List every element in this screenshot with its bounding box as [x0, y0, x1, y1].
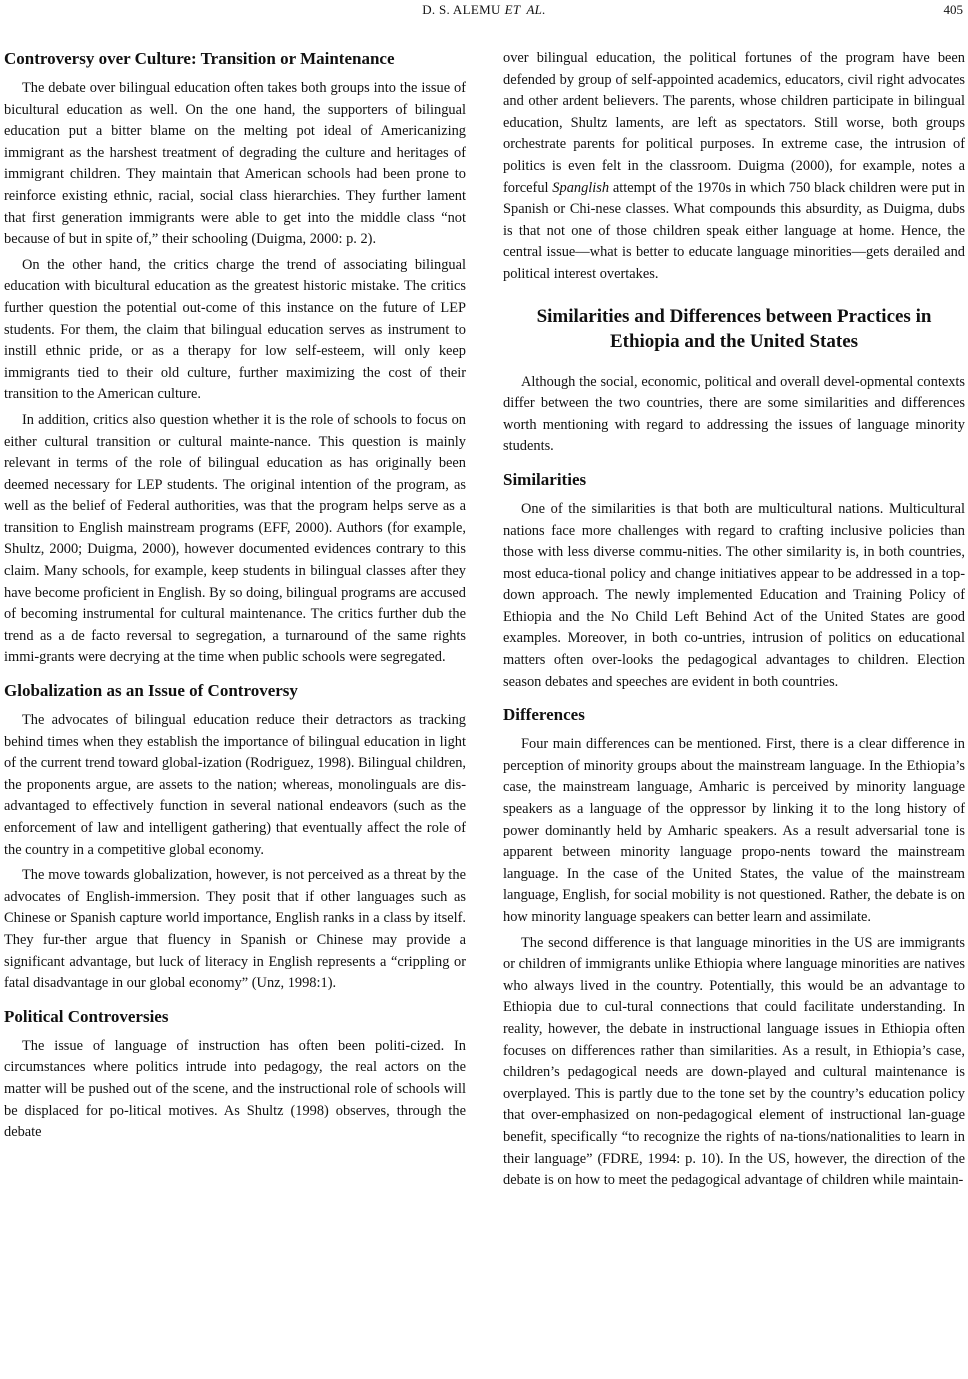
paragraph: The issue of language of instruction has often been politi-cized. In circumstances where politics intrude into pedagogy, the real actors on the matter will be pushed out of the scene, and the instructional role of schools will be displaced for po-litical motives. As Shultz (1998) observes, through the debate [4, 1037, 466, 1141]
paragraph: Although the social, economic, political and overall devel-opmental contexts differ between the two countries, there are some similarities and differences worth mentioning with regard to addressing the issues of language minority students. [503, 373, 965, 455]
paragraph: The move towards globalization, however, is not perceived as a threat by the advocates of English-immersion. They posit that if other languages such as Chinese or Spanish capture world importance, English ranks in a class by itself. They fur-ther argue that fluency in Spanish or Chinese may provide a significant advantage, but luck of literacy in English represents a “crippling or fatal disadvantage in our global economy” (Unz, 1998:1). [4, 867, 466, 992]
left-column [4, 48, 466, 1368]
running-header [0, 0, 968, 22]
heading-similarities: Similarities [503, 469, 587, 489]
italic-term: Spanglish [552, 179, 610, 196]
paragraph: On the other hand, the critics charge the trend of associating bilingual education with bicultural education as the greatest historic mistake. The critics further question the potential out-come of this instance on the future of LEP students. For them, the claim that bilingual education serves as instrument to instill ethnic pride, or as a therapy for low self-esteem, will only keep immigrants tied to their old culture, further maximizing the cost of their transition to the American culture. [4, 256, 466, 403]
heading-differences: Differences [503, 705, 585, 725]
paragraph: over bilingual education, the political fortunes of the program have been defended by group of self-appointed academics, educators, civil right advocates and other ardent believers. The parents, whose children participate in bilingual education, Shultz laments, are left as spectators. Still worse, both groups orchestrate parents for political purposes. In extreme case, the intrusion of politics is even felt in the classroom. Duigma (2000), for example, notes a forceful Spanglish attempt of the 1970s in which 750 black children were put in Spanish or Chi-nese classes. What compounds this absurdity, as Duigma, dubs is that not one of those children speak either language at home. Hence, the central issue—what is better to educate language minorities—gets derailed and political interest overtakes. [503, 50, 965, 282]
header-al: AL. [526, 2, 546, 17]
heading-culture: Controversy over Culture: Transition or Maintenance [4, 49, 395, 68]
paragraph: One of the similarities is that both are multicultural nations. Multicultural nations face more challenges with regard to crafting inclusive policies than those with less diverse commu-nities. The other similarity is, in both countries, most educa-tional policy and change initiatives appear to be addressed in a top-down approach. The newly implemented Education and Training Policy of Ethiopia and the No Child Left Behind Act of the United States are good examples. Moreover, in both co-untries, intrusion of politics on educational matters often over-looks the pedagogical advantages to children. Election season debates and speeches are evident in both countries. [503, 500, 965, 690]
paragraph: The second difference is that language minorities in the US are immigrants or children of immigrants unlike Ethiopia where language minorities are natives who always lived in the country. Potentially, this would be an advantage to Ethiopia due to cul-tural connections that could facilitate understanding. In reality, however, the debate in instructional language issues in Ethiopia often focuses on differences rather than similarities. As a result, in Ethiopia’s case, children’s pedagogical needs are down-played and cultural maintenance is overplayed. This is partly due to the tone set by the country’s education policy that over-emphasized on non-pedagogical element of instructional lan-guage benefit, specifically “to recognize the rights of na-tions/nationalities to learn in their language” (FDRE, 1994: p. 10). In the US, however, the direction of the debate is on how to meet the pedagogical advantage of children while maintain- [503, 934, 965, 1189]
paragraph: The debate over bilingual education often takes both groups into the issue of bicultural education as well. On the one hand, the supporters of bilingual education put a bitter blame on the melting pot ideal of Americanizing immigrant as the harshest treatment of degrading the culture and heritages of immigrant children. They maintain that American schools had been prone to reinforce existing ethnic, racial, social class hierarchies. They further lament that first generation immigrants were able to get into the middle class “not because of but in spite of,” their schooling (Duigma, 2000: p. 2). [4, 80, 466, 248]
paragraph: The advocates of bilingual education reduce their detractors as tracking behind times when they establish the importance of bilingual education in light of the current trend toward global-ization (Rodriguez, 1998). Bilingual children, the proponents argue, are assets to the nation; whereas, monolinguals are dis-advantaged to effectively function in several national endeavors (such as the enforcement of law and intelligent gathering) that eventually affect the role of the country in a competitive global economy. [4, 712, 466, 858]
page-number: 405 [943, 2, 963, 17]
section-title: Similarities and Differences between Practices in Ethiopia and the United States [536, 305, 932, 352]
heading-globalization: Globalization as an Issue of Controversy [4, 681, 298, 701]
header-authors: D. S. ALEMU ET AL. [422, 2, 546, 17]
header-et: ET [504, 2, 521, 17]
paragraph: In addition, critics also question whether it is the role of schools to focus on either cultural transition or cultural mainte-nance. This question is mainly relevant in terms of the role of bilingual education as has originally been deemed necessary for LEP students. The original intention of the program, as well as the belief of Federal authorities, was that the program helps serve as a transition to English mainstream programs (EFF, 2000). Authors (for example, Shultz, 2000; Duigma, 2000), however documented evidences contrary to this claim. Many schools, for example, keep students in bilingual classes after they have become proficient in English. By so doing, bilingual programs are accused of becoming instrumental for cultural maintenance. The critics further dub the trend as a de facto reversal to segregation, a turnaround of the same rights immi-grants were decrying at the time when public schools were segregated. [4, 411, 466, 666]
right-column [503, 48, 965, 1368]
paragraph: Four main differences can be mentioned. First, there is a clear difference in perception of minority groups about the mainstream language. In the Ethiopia’s case, the mainstream language, Amharic is perceived by minority language speakers as a language of the oppressor by linking it to the long history of power dominantly held by Amharic speakers. As a result adversarial tone is apparent between minority language propo-nents toward the mainstream language. In the case of the United States, the value of the mainstream language, English, for social mobility is not questioned. Rather, the debate is on how minority language speakers can better learn and assimilate. [503, 736, 965, 925]
heading-political: Political Controversies [4, 1006, 169, 1026]
